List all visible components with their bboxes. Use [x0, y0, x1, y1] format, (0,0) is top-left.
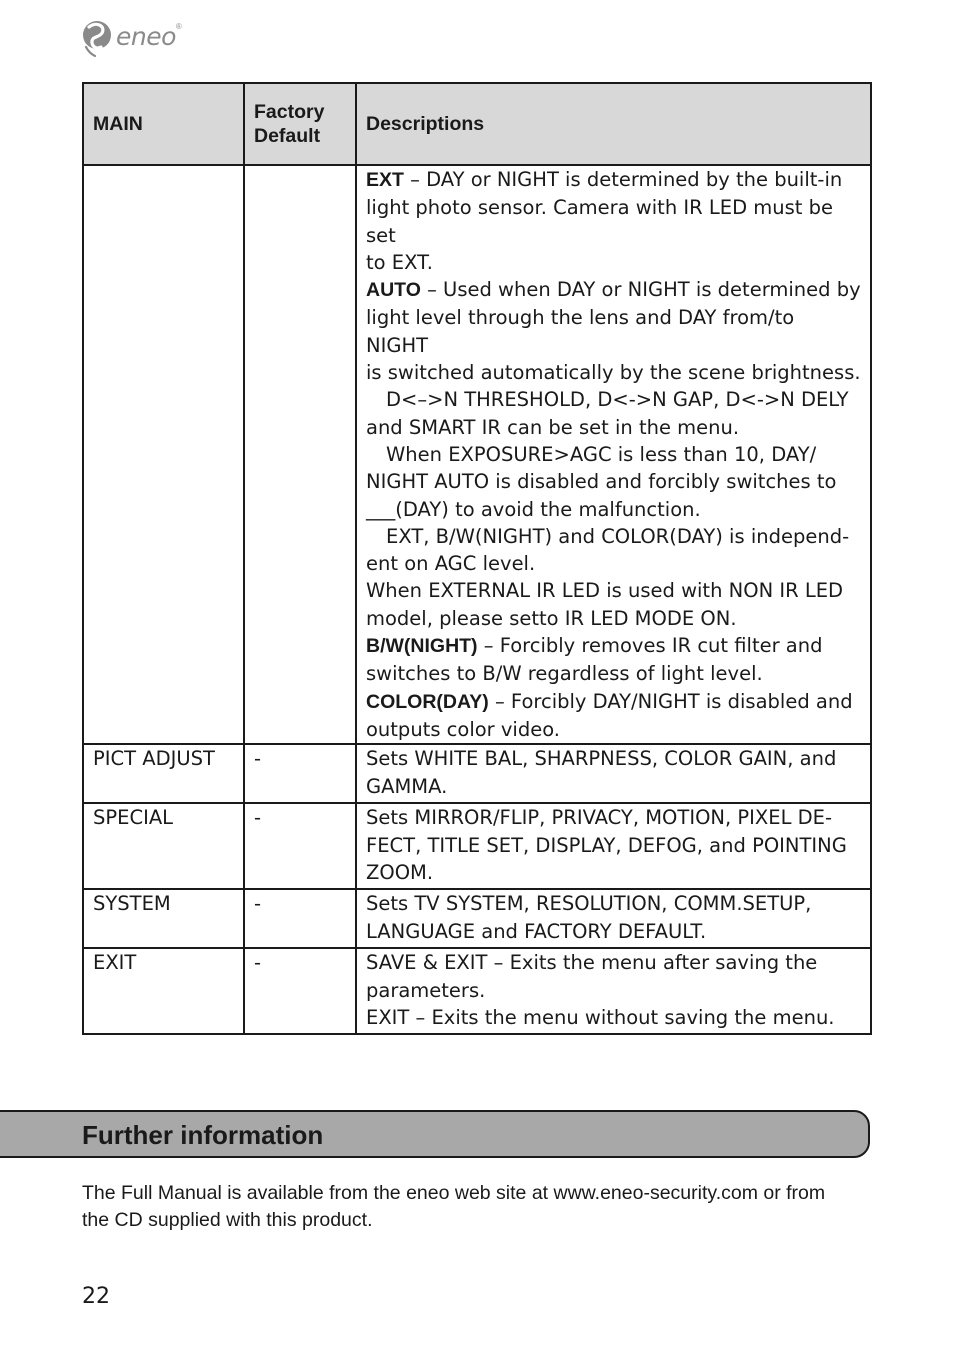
description-text: ___(DAY) to avoid the malfunction.	[366, 497, 701, 521]
description-text: ent on AGC level.	[366, 552, 536, 576]
description-text: NIGHT AUTO is disabled and forcibly switches to	[366, 470, 837, 494]
description-line	[366, 386, 861, 413]
description-line: Sets MIRROR/FLIP, PRIVACY, MOTION, PIXEL DE-	[366, 806, 833, 830]
description-line	[366, 468, 861, 495]
description-line	[366, 660, 861, 687]
menu-table	[82, 82, 872, 1035]
description-line: parameters.	[366, 978, 486, 1002]
description-line	[366, 605, 861, 632]
keyword: AUTO	[366, 279, 421, 302]
info-line: the CD supplied with this product.	[82, 1209, 373, 1231]
cell-description	[356, 889, 871, 948]
description-line	[366, 688, 861, 716]
cell-default: -	[244, 803, 356, 889]
table-row-exit	[83, 948, 871, 1034]
cell-description	[356, 744, 871, 803]
registered-mark: ®	[175, 21, 182, 31]
cell-main: EXIT	[83, 948, 244, 1034]
description-line	[366, 716, 861, 743]
table-row-special	[83, 803, 871, 889]
page-number: 22	[82, 1284, 110, 1309]
description-text: EXT, B/W(NIGHT) and COLOR(DAY) is independ-	[386, 524, 850, 548]
info-line: The Full Manual is available from the eneo web site at www.eneo-security.com or from	[82, 1182, 826, 1204]
description-text: switches to B/W regardless of light level.	[366, 662, 763, 686]
description-text: to EXT.	[366, 250, 433, 274]
cell-description	[356, 948, 871, 1034]
header-main: MAIN	[83, 83, 244, 165]
description-line	[366, 304, 861, 359]
keyword: COLOR(DAY)	[366, 690, 489, 713]
description-text: light photo sensor. Camera with IR LED must be set	[366, 196, 834, 247]
description-line	[366, 249, 861, 276]
description-text: D<–>N THRESHOLD, D<->N GAP, D<->N DELY	[386, 388, 849, 412]
description-line	[366, 577, 861, 604]
cell-default	[244, 165, 356, 744]
cell-default: -	[244, 948, 356, 1034]
description-line	[366, 550, 861, 577]
description-line: SAVE & EXIT – Exits the menu after saving the	[366, 951, 818, 975]
cell-main	[83, 165, 244, 744]
description-line: Sets WHITE BAL, SHARPNESS, COLOR GAIN, and	[366, 747, 837, 771]
brand-name: eneo	[116, 21, 176, 51]
cell-description	[356, 165, 871, 744]
description-line	[366, 632, 861, 660]
keyword: B/W(NIGHT)	[366, 635, 478, 658]
description-line	[366, 166, 861, 194]
further-info-text	[82, 1180, 882, 1234]
table-row-day-night	[83, 165, 871, 744]
header-factory-default-text: Factory Default	[254, 101, 325, 147]
description-line: EXIT – Exits the menu without saving the menu.	[366, 1005, 835, 1029]
description-line: LANGUAGE and FACTORY DEFAULT.	[366, 919, 707, 943]
header-factory-default	[244, 83, 356, 165]
description-text: model, please setto IR LED MODE ON.	[366, 606, 737, 630]
description-text: – Forcibly DAY/NIGHT is disabled and	[488, 689, 853, 713]
description-text: When EXTERNAL IR LED is used with NON IR LED	[366, 579, 844, 603]
table-header-row	[83, 83, 871, 165]
eneo-logo	[80, 16, 182, 58]
keyword: EXT	[366, 169, 404, 191]
table-row-system	[83, 889, 871, 948]
description-line	[366, 276, 861, 304]
description-line: GAMMA.	[366, 774, 448, 798]
description-text: – Forcibly removes IR cut filter and	[477, 634, 823, 658]
description-line	[366, 496, 861, 523]
description-line: Sets TV SYSTEM, RESOLUTION, COMM.SETUP,	[366, 892, 812, 916]
description-line: FECT, TITLE SET, DISPLAY, DEFOG, and POINTING	[366, 833, 847, 857]
cell-main: SYSTEM	[83, 889, 244, 948]
eneo-swirl-icon	[80, 17, 114, 57]
cell-description	[356, 803, 871, 889]
cell-main: SPECIAL	[83, 803, 244, 889]
cell-default: -	[244, 744, 356, 803]
description-text: outputs color video.	[366, 717, 561, 741]
table-row-pict-adjust	[83, 744, 871, 803]
description-line: ZOOM.	[366, 860, 434, 884]
description-text: – DAY or NIGHT is determined by the built-in	[403, 168, 843, 191]
cell-main: PICT ADJUST	[83, 744, 244, 803]
description-line	[366, 523, 861, 550]
section-title: Further information	[82, 1120, 324, 1150]
description-text: When EXPOSURE>AGC is less than 10, DAY/	[386, 442, 817, 466]
cell-default: -	[244, 889, 356, 948]
description-text: light level through the lens and DAY from/to NIGHT	[366, 306, 795, 357]
description-line	[366, 414, 861, 441]
description-text: and SMART IR can be set in the menu.	[366, 415, 740, 439]
description-line	[366, 359, 861, 386]
description-line	[366, 441, 861, 468]
description-text: – Used when DAY or NIGHT is determined by	[420, 278, 861, 302]
header-descriptions: Descriptions	[356, 83, 871, 165]
description-text: is switched automatically by the scene brightness.	[366, 361, 861, 385]
description-line	[366, 194, 861, 249]
